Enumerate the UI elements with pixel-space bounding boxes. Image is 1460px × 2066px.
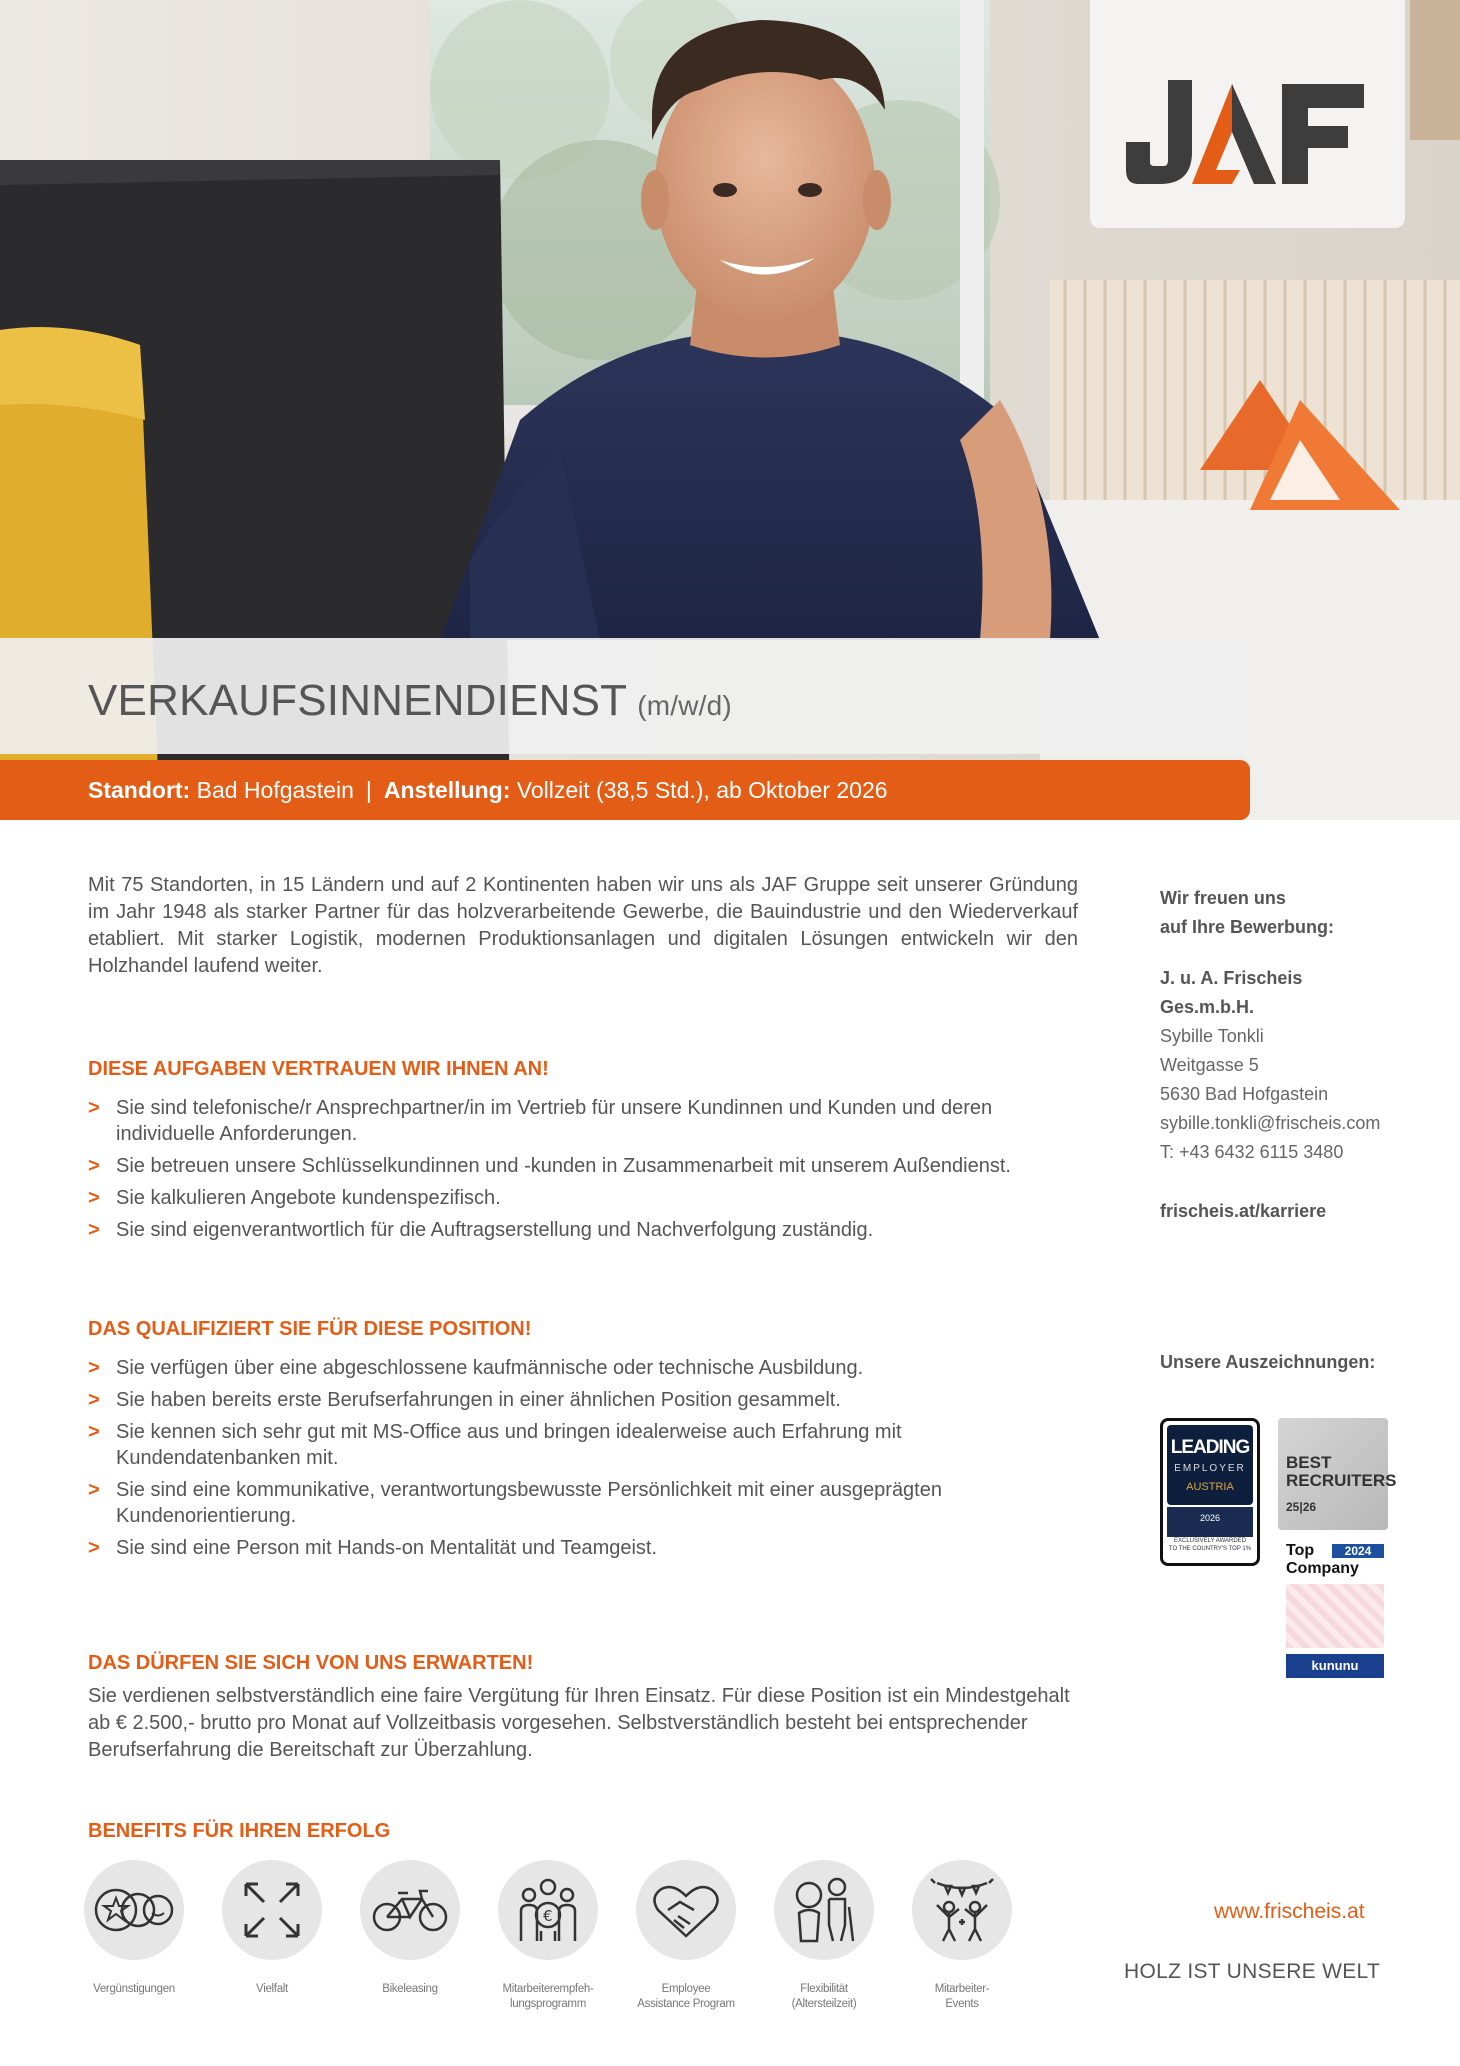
best-year: 25|26 [1286,1500,1317,1514]
best-line2: RECRUITERS [1286,1471,1397,1490]
qualifications-section [88,1318,1078,1567]
tasks-list [88,1095,1078,1243]
benefit-item [345,1860,475,1997]
bullet-arrow-icon: > [88,1537,100,1559]
employment-value: Vollzeit (38,5 Std.), ab Oktober 2026 [516,777,888,803]
bullet-arrow-icon: > [88,1357,100,1379]
top-label: Top [1286,1542,1315,1559]
location-value: Bad Hofgastein [196,777,354,803]
list-item [88,1185,1078,1211]
list-item-text: Sie kennen sich sehr gut mit MS-Office aus und bringen idealerweise auch Erfahrung mit Kundendatenbanken mit. [116,1421,902,1469]
arrows-expand-icon [240,1878,304,1942]
leading-country: AUSTRIA [1186,1481,1234,1493]
list-item [88,1535,1078,1561]
leading-employer-badge [1160,1418,1260,1566]
leading-year: 2026 [1199,1513,1221,1523]
benefit-label: Bikeleasing [382,1983,438,1995]
best-recruiters-badge [1278,1418,1397,1530]
list-item [88,1153,1078,1179]
awards-heading: Unsere Auszeichnungen: [1160,1352,1376,1372]
employment-label: Anstellung: [383,777,511,803]
contact-email-link[interactable]: sybille.tonkli@frischeis.com [1160,1113,1381,1133]
qualifications-heading: DAS QUALIFIZIERT SIE FÜR DIESE POSITION! [88,1318,532,1340]
job-title-suffix: (m/w/d) [637,690,732,721]
benefit-label: Mitarbeiterempfeh- lungsprogramm [502,1983,594,2010]
benefit-item [897,1860,1027,2012]
benefit-item [759,1860,889,2012]
contact-intro-line1: Wir freuen uns [1160,888,1286,908]
tasks-section [88,1058,1078,1249]
kununu-top-company-badge [1286,1542,1386,1690]
list-item-text: Sie sind eine Person mit Hands-on Mentalität und Teamgeist. [116,1537,658,1559]
list-item-text: Sie betreuen unsere Schlüsselkundinnen und -kunden in Zusammenarbeit mit unserem Außendienst. [116,1155,1011,1177]
jaf-logo [1090,0,1405,228]
referral-people-icon [513,1875,583,1945]
benefit-label: Mitarbeiter- Events [934,1983,990,2010]
leading-note-1: EXCLUSIVELY AWARDED [1173,1538,1247,1544]
contact-city: 5630 Bad Hofgastein [1160,1084,1329,1104]
offer-text: Sie verdienen selbstverständlich eine faire Vergütung für Ihren Einsatz. Für diese Position ist ein Mindestgehalt ab € 2.500,- brutto pro Monat auf Vollzeitbasis vorgesehen. Selbstverständlich besteht bei entsprechender Berufserfahrung die Bereitschaft zur Überzahlung. [88,1685,1070,1761]
contact-intro-line2: auf Ihre Bewerbung: [1160,917,1335,937]
top-company: Company [1286,1560,1359,1577]
location-label: Standort: [88,777,191,803]
tasks-heading: DIESE AUFGABEN VERTRAUEN WIR IHNEN AN! [88,1058,549,1080]
list-item [88,1355,1078,1381]
website-link[interactable]: www.frischeis.at [1214,1900,1365,1923]
jaf-logo-icon [1120,80,1370,190]
job-title [88,676,732,726]
bicycle-icon [370,1885,450,1935]
handshake-heart-icon [650,1880,722,1940]
bullet-arrow-icon: > [88,1389,100,1411]
benefits-heading: BENEFITS FÜR IHREN ERFOLG [88,1820,391,1842]
contact-sidebar [1160,884,1420,1226]
top-year: 2024 [1332,1544,1384,1558]
leading-sub: EMPLOYER [1174,1463,1246,1474]
bullet-arrow-icon: > [88,1219,100,1241]
benefits-section [88,1820,1078,1843]
qualifications-list [88,1355,1078,1561]
benefit-item [621,1860,751,2012]
svg-text:€: € [543,1907,553,1925]
list-item-text: Sie haben bereits erste Berufserfahrungen in einer ähnlichen Position gesammelt. [116,1389,841,1411]
leading-title: LEADING [1170,1437,1250,1458]
benefit-item [207,1860,337,1997]
party-icon [927,1875,997,1945]
company-slogan: HOLZ IST UNSERE WELT [1124,1960,1381,1983]
intro-section [88,872,1078,980]
job-title-text: VERKAUFSINNENDIENST [88,676,628,725]
list-item-text: Sie kalkulieren Angebote kundenspezifisch. [116,1187,501,1209]
job-details-band [0,760,1250,820]
age-flexibility-icon [791,1875,857,1945]
separator: | [365,777,372,803]
benefit-label: Employee Assistance Program [637,1983,735,2010]
bullet-arrow-icon: > [88,1155,100,1177]
benefit-label: Flexibilität (Altersteilzeit) [791,1983,857,2010]
list-item-text: Sie sind eigenverantwortlich für die Auftragserstellung und Nachverfolgung zuständig. [116,1219,874,1241]
list-item-text: Sie verfügen über eine abgeschlossene kaufmännische oder technische Ausbildung. [116,1357,864,1379]
leading-note-2: TO THE COUNTRY'S TOP 1% [1168,1546,1252,1552]
contact-phone: T: +43 6432 6115 3480 [1160,1142,1344,1162]
list-item-text: Sie sind telefonische/r Ansprechpartner/in im Vertrieb für unsere Kundinnen und Kunden und deren individuelle Anforderungen. [116,1097,993,1145]
benefit-label: Vielfalt [256,1983,288,1995]
list-item [88,1095,1078,1147]
benefit-item [483,1860,613,2012]
offer-heading: DAS DÜRFEN SIE SICH VON UNS ERWARTEN! [88,1652,534,1674]
list-item-text: Sie sind eine kommunikative, verantwortungsbewusste Persönlichkeit mit einer ausgeprägten Kundenorientierung. [116,1479,942,1527]
intro-text: Mit 75 Standorten, in 15 Ländern und auf 2 Kontinenten haben wir uns als JAF Gruppe seit unserer Gründung im Jahr 1948 als starker Partner für das holzverarbeitende Gewerbe, die Bauindustrie und den Wiederverkauf etabliert. Mit starker Logistik, modernen Produktionsanlagen und digitalen Lösungen entwickeln wir den Holzhandel laufend weiter. [88,874,1078,977]
hero-photo [0,0,1460,820]
benefit-label: Vergünstigungen [93,1983,175,1995]
contact-person: Sybille Tonkli [1160,1026,1264,1046]
list-item [88,1419,1078,1471]
contact-street: Weitgasse 5 [1160,1055,1259,1075]
offer-section [88,1652,1078,1764]
company-name-line2: Ges.m.b.H. [1160,997,1255,1017]
list-item [88,1477,1078,1529]
bullet-arrow-icon: > [88,1421,100,1443]
best-line1: BEST [1286,1453,1332,1472]
job-title-band [0,638,1250,754]
bullet-arrow-icon: > [88,1479,100,1501]
list-item [88,1387,1078,1413]
list-item [88,1217,1078,1243]
discount-faces-icon [92,1885,176,1935]
benefit-item [69,1860,199,1997]
bullet-arrow-icon: > [88,1187,100,1209]
company-name-line1: J. u. A. Frischeis [1160,968,1303,988]
career-link[interactable]: frischeis.at/karriere [1160,1201,1327,1221]
kununu-label: kununu [1286,1654,1384,1678]
bullet-arrow-icon: > [88,1097,100,1119]
